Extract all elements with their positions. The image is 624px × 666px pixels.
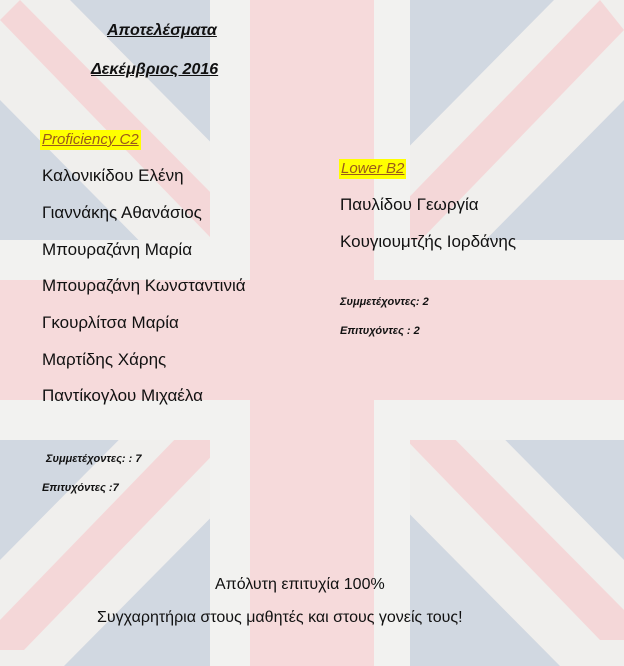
lower-student: Κουγιουμτζής Ιορδάνης [340,232,517,251]
proficiency-student: Μπουραζάνη Κωνσταντινιά [42,276,246,295]
proficiency-passed: Επιτυχόντες :7 [42,482,119,494]
page-date: Δεκέμβριος 2016 [91,61,219,78]
lower-passed: Επιτυχόντες : 2 [340,325,420,337]
proficiency-student: Καλονικίδου Ελένη [42,166,184,185]
proficiency-student: Γκουρλίτσα Μαρία [42,313,179,332]
lower-student: Παυλίδου Γεωργία [340,195,479,214]
lower-level-label: Lower B2 [341,160,405,177]
success-rate-text: Απόλυτη επιτυχία 100% [215,576,385,593]
congratulations-text: Συγχαρητήρια στους μαθητές και στους γονείς τους! [97,609,463,626]
proficiency-level-label: Proficiency C2 [42,131,139,148]
page-title: Αποτελέσματα [107,22,217,39]
proficiency-student: Γιαννάκης Αθανάσιος [42,203,202,222]
proficiency-student: Παντίκογλου Μιχαέλα [42,386,203,405]
lower-participants: Συμμετέχοντες: 2 [340,296,429,308]
proficiency-participants: Συμμετέχοντες: : 7 [46,453,142,465]
proficiency-student: Μπουραζάνη Μαρία [42,240,193,259]
proficiency-student: Μαρτίδης Χάρης [42,350,167,369]
